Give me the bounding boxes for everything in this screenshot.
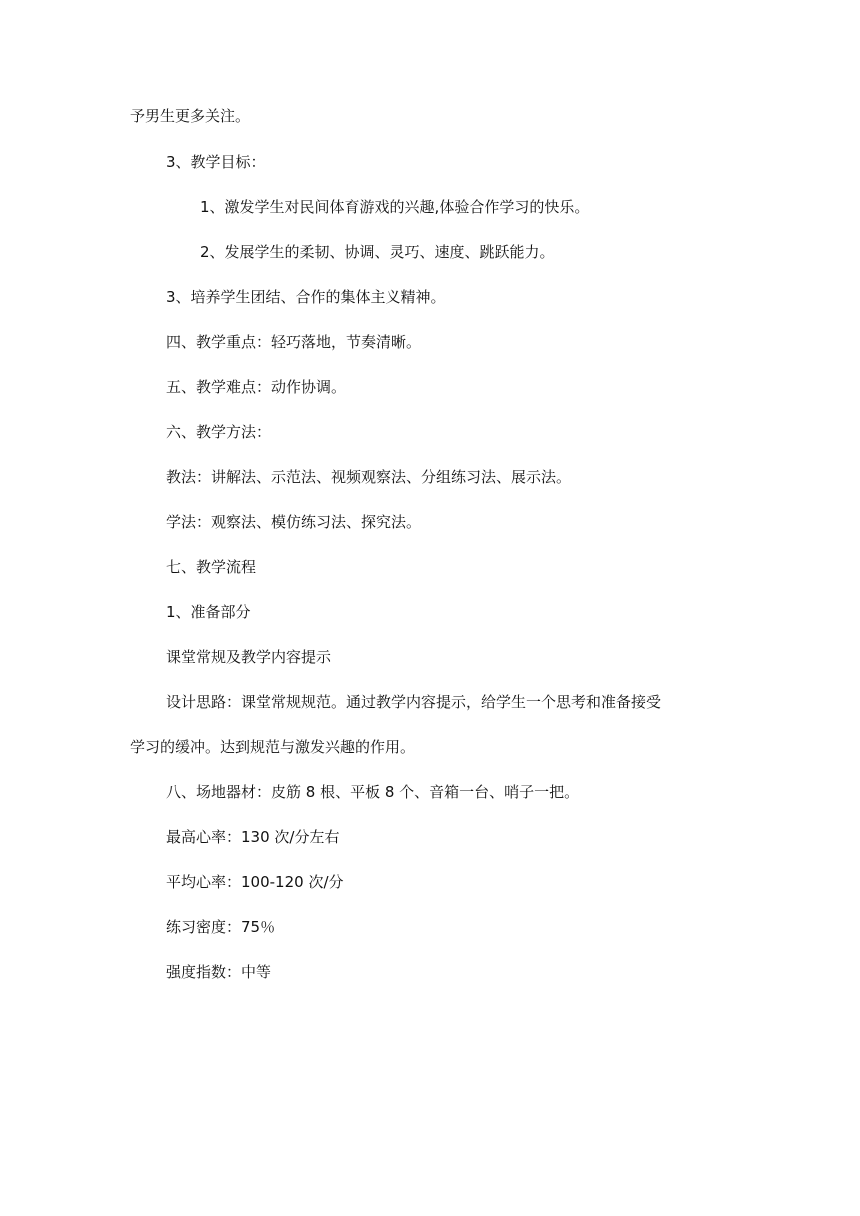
heading-teaching-methods: 六、教学方法：	[166, 423, 272, 441]
heading-equipment: 八、场地器材：皮筋 8 根、平板 8 个、音箱一台、哨子一把。	[166, 783, 580, 801]
heading-key-points: 四、教学重点：轻巧落地，节奏清晰。	[166, 333, 422, 351]
heading-teaching-process: 七、教学流程	[166, 558, 257, 576]
max-heart-rate-line: 最高心率：130 次/分左右	[166, 828, 340, 846]
objective-item-2: 2、发展学生的柔韧、协调、灵巧、速度、跳跃能力。	[200, 243, 555, 261]
objective-item-3: 3、培养学生团结、合作的集体主义精神。	[166, 288, 446, 306]
design-idea-line-2: 学习的缓冲。达到规范与激发兴趣的作用。	[130, 738, 416, 756]
avg-heart-rate-line: 平均心率：100-120 次/分	[166, 873, 344, 891]
learning-methods-line: 学法：观察法、模仿练习法、探究法。	[166, 513, 422, 531]
objective-item-1: 1、激发学生对民间体育游戏的兴趣,体验合作学习的快乐。	[200, 198, 590, 216]
teaching-methods-line: 教法：讲解法、示范法、视频观察法、分组练习法、展示法。	[166, 468, 572, 486]
design-idea-line-1: 设计思路：课堂常规规范。通过教学内容提示，给学生一个思考和准备接受	[166, 693, 662, 711]
heading-difficulties: 五、教学难点：动作协调。	[166, 378, 347, 396]
heading-teaching-objectives: 3、教学目标：	[166, 153, 266, 171]
intensity-index-line: 强度指数：中等	[166, 963, 272, 981]
process-item-preparation: 1、准备部分	[166, 603, 251, 621]
text-line-continuation: 予男生更多关注。	[130, 107, 251, 125]
exercise-density-line: 练习密度：75％	[166, 918, 276, 936]
class-routine-line: 课堂常规及教学内容提示	[166, 648, 332, 666]
